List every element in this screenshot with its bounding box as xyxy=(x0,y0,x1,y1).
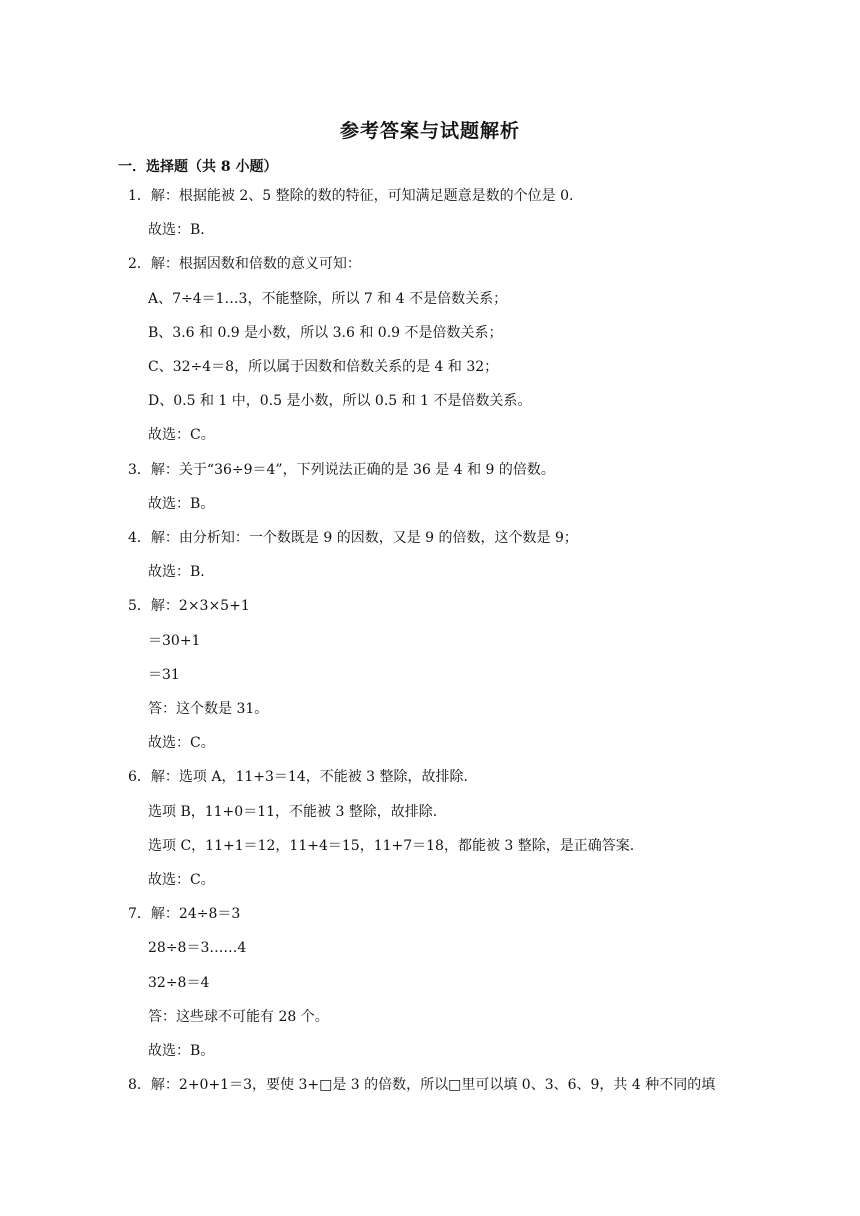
answer-line: 选项 B，11+0＝11，不能被 3 整除，故排除. xyxy=(148,803,438,820)
answer-line: 5．解：2×3×5+1 xyxy=(128,598,250,615)
answer-line: 答：这些球不可能有 28 个。 xyxy=(148,1008,329,1025)
answer-line: 故选：C。 xyxy=(148,872,215,888)
answer-line: D、0.5 和 1 中，0.5 是小数，所以 0.5 和 1 不是倍数关系。 xyxy=(148,393,532,410)
answer-line: 答：这个数是 31。 xyxy=(148,701,269,717)
answer-line: 故选：C。 xyxy=(148,427,215,444)
answer-line: 6．解：选项 A，11+3＝14，不能被 3 整除，故排除. xyxy=(128,769,468,786)
answer-line: 故选：C。 xyxy=(148,735,215,752)
answer-line: 32÷8＝4 xyxy=(148,974,210,991)
answer-line: 28÷8＝3……4 xyxy=(148,940,247,957)
answer-line: 4．解：由分析知：一个数既是 9 的因数，又是 9 的倍数，这个数是 9； xyxy=(128,530,578,546)
answer-line: ＝31 xyxy=(148,666,180,683)
answer-line: 7．解：24÷8＝3 xyxy=(128,906,241,923)
answer-line: 故选：B. xyxy=(148,222,205,239)
section-heading: 一．选择题（共 8 小题） xyxy=(118,159,278,175)
page-title: 参考答案与试题解析 xyxy=(339,120,520,142)
answer-line: 2．解：根据因数和倍数的意义可知： xyxy=(128,256,361,273)
answer-line: A、7÷4＝1…3，不能整除，所以 7 和 4 不是倍数关系； xyxy=(148,290,508,307)
answer-line: C、32÷4＝8，所以属于因数和倍数关系的是 4 和 32； xyxy=(148,359,499,375)
answer-line: 1．解：根据能被 2、5 整除的数的特征，可知满足题意是数的个位是 0. xyxy=(128,188,574,204)
answer-line: B、3.6 和 0.9 是小数，所以 3.6 和 0.9 不是倍数关系； xyxy=(148,324,503,341)
answer-line: 故选：B。 xyxy=(148,495,215,512)
answer-line: ＝30+1 xyxy=(148,632,201,649)
answer-line: 3．解：关于“36÷9＝4”，下列说法正确的是 36 是 4 和 9 的倍数。 xyxy=(128,461,555,478)
answer-line: 选项 C，11+1＝12，11+4＝15，11+7＝18，都能被 3 整除，是正确答案. xyxy=(148,837,635,854)
answer-line: 8．解：2+0+1＝3，要使 3+□是 3 的倍数，所以□里可以填 0、3、6、9，共 4 种不同的填 xyxy=(128,1077,716,1094)
answer-line: 故选：B。 xyxy=(148,1043,215,1059)
answer-line: 故选：B. xyxy=(148,564,205,581)
